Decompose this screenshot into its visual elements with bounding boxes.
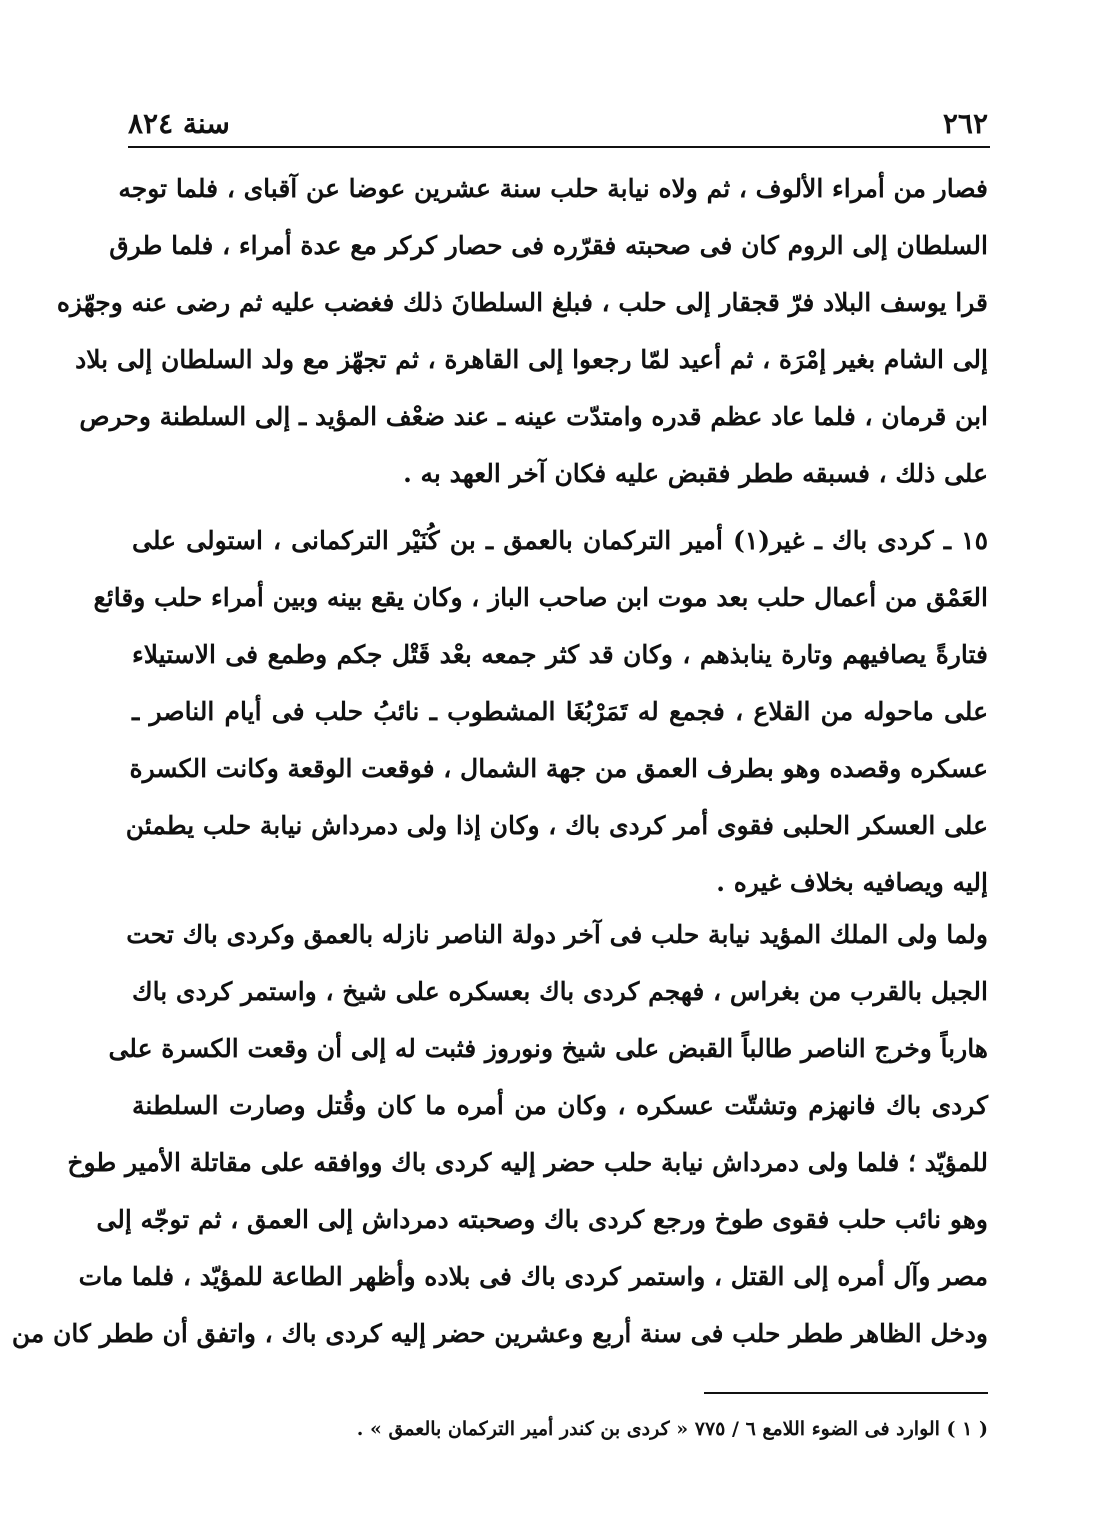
text-line: إلى الشام بغير إمْرَة ، ثم أعيد لمّا رجعوا إلى القاهرة ، ثم تجهّز مع ولد السلطان إلى بلاد [75, 345, 988, 374]
text-line: على ماحوله من القلاع ، فجمع له تَمَرْبُغَا المشطوب ـ نائبُ حلب فى أيام الناصر ـ [132, 697, 988, 726]
text-line: ١٥ ـ كردى باك ـ غير(١) أمير التركمان بالعمق ـ بن كُنَيْر التركمانى ، استولى على [132, 526, 988, 555]
text-line: ولما ولى الملك المؤيد نيابة حلب فى آخر دولة الناصر نازله بالعمق وكردى باك تحت [126, 920, 988, 949]
page-header [128, 88, 988, 140]
text-line: وهو نائب حلب فقوى طوخ ورجع كردى باك وصحبته دمرداش إلى العمق ، ثم توجّه إلى [96, 1205, 988, 1234]
paragraph-2 [93, 512, 988, 911]
footnote-rule [704, 1392, 988, 1394]
footnote: ( ١ ) الوارد فى الضوء اللامع ٦ / ٧٧٥ « كردى بن كندر أمير التركمان بالعمق » . [356, 1418, 988, 1440]
text-line: مصر وآل أمره إلى القتل ، واستمر كردى باك فى بلاده وأظهر الطاعة للمؤيّد ، فلما مات [78, 1262, 988, 1291]
header-rule [128, 146, 990, 148]
paragraph-3 [11, 906, 988, 1362]
text-line: فتارةً يصافيهم وتارة ينابذهم ، وكان قد كثر جمعه بعْد قَتْل جكم وطمع فى الاستيلاء [132, 640, 988, 669]
text-line: الجبل بالقرب من بغراس ، فهجم كردى باك بعسكره على شيخ ، واستمر كردى باك [132, 977, 988, 1006]
paragraph-1 [56, 160, 988, 502]
text-line: عسكره وقصده وهو بطرف العمق من جهة الشمال ، فوقعت الوقعة وكانت الكسرة [129, 754, 988, 783]
text-line: على ذلك ، فسبقه ططر فقبض عليه فكان آخر العهد به . [403, 459, 988, 488]
text-line: ابن قرمان ، فلما عاد عظم قدره وامتدّت عينه ـ عند ضعْف المؤيد ـ إلى السلطنة وحرص [79, 402, 988, 431]
text-line: ودخل الظاهر ططر حلب فى سنة أربع وعشرين حضر إليه كردى باك ، واتفق أن ططر كان من [11, 1319, 988, 1348]
text-line: إليه ويصافيه بخلاف غيره . [716, 868, 988, 897]
text-line: على العسكر الحلبى فقوى أمر كردى باك ، وكان إذا ولى دمرداش نيابة حلب يطمئن [125, 811, 988, 840]
page-number: ٢٦٢ [942, 107, 988, 140]
running-title: سنة ٨٢٤ [128, 107, 230, 140]
text-line: هارباً وخرج الناصر طالباً القبض على شيخ ونوروز فثبت له إلى أن وقعت الكسرة على [108, 1034, 988, 1063]
text-line: للمؤيّد ؛ فلما ولى دمرداش نيابة حلب حضر إليه كردى باك ووافقه على مقاتلة الأمير طوخ [67, 1148, 988, 1177]
text-line: فصار من أمراء الألوف ، ثم ولاه نيابة حلب سنة عشرين عوضا عن آقباى ، فلما توجه [118, 174, 988, 203]
text-line: العَمْق من أعمال حلب بعد موت ابن صاحب الباز ، وكان يقع بينه وبين أمراء حلب وقائع [93, 583, 988, 612]
text-line: قرا يوسف البلاد فرّ قجقار إلى حلب ، فبلغ السلطانَ ذلك فغضب عليه ثم رضى عنه وجهّزه [56, 288, 988, 317]
text-line: السلطان إلى الروم كان فى صحبته فقرّره فى حصار كركر مع عدة أمراء ، فلما طرق [109, 231, 988, 260]
text-line: كردى باك فانهزم وتشتّت عسكره ، وكان من أمره ما كان وقُتل وصارت السلطنة [132, 1091, 988, 1120]
